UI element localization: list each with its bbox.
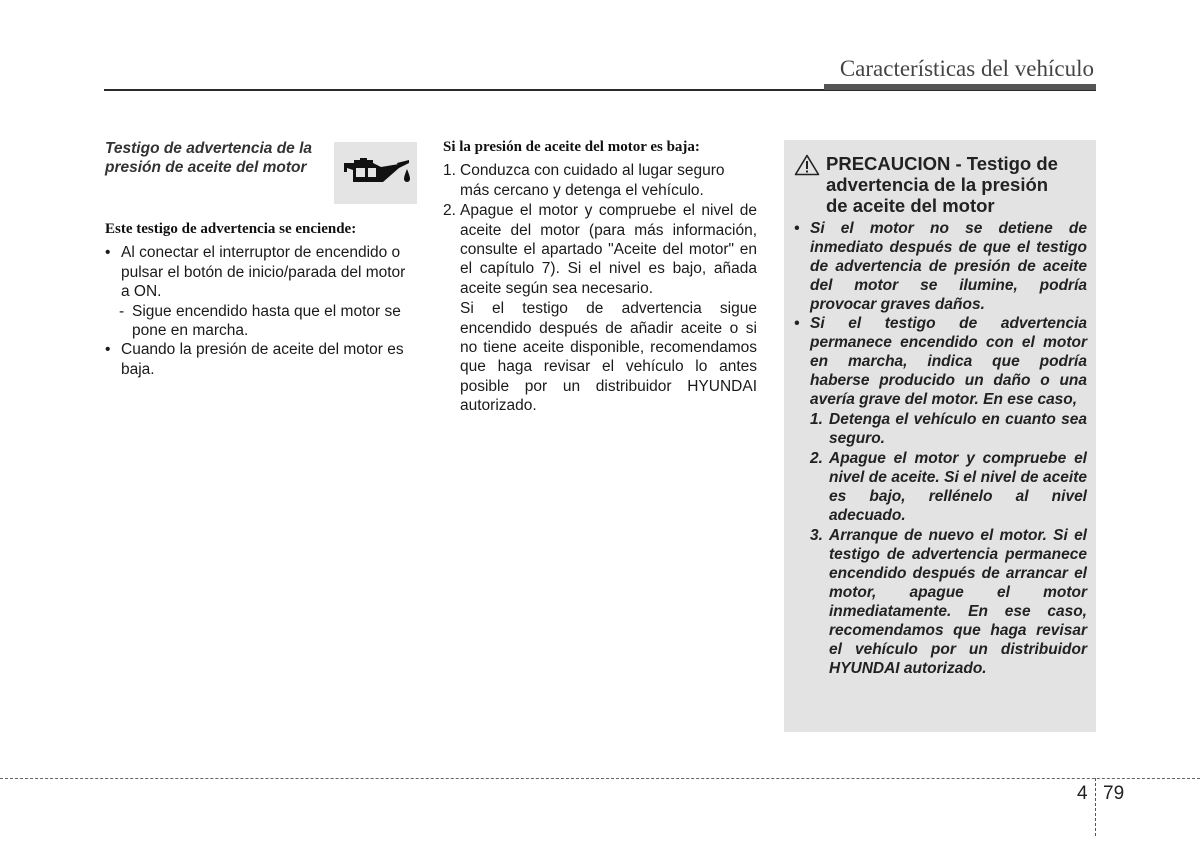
caution-step-number: 3. [810, 527, 823, 544]
caution-step-text: Detenga el vehículo en cuanto sea seguro. [829, 411, 1087, 447]
running-header-title: Características del vehículo [839, 56, 1094, 81]
caution-title [794, 153, 1088, 216]
step-item [443, 161, 757, 200]
low-pressure-heading: Si la presión de aceite del motor es baja: [443, 139, 700, 155]
oil-pressure-icon-box [334, 142, 417, 204]
caution-step-text: Apague el motor y compruebe el nivel de aceite. Si el nivel de aceite es bajo, rellénelo al nivel adecuado. [829, 450, 1087, 524]
step-text: Apague el motor y compruebe el nivel de aceite del motor (para más información, consulte el apartado "Aceite del motor" en el capítulo 7). Si el nivel es bajo, añada aceite según sea necesario. [460, 202, 757, 297]
caution-bullet [794, 219, 1087, 314]
caution-step-number: 2. [810, 450, 823, 467]
page-number: 79 [1103, 783, 1125, 804]
step-number: 1. [443, 162, 456, 180]
caution-bullet [794, 314, 1087, 409]
bullet-mark: • [794, 220, 800, 237]
warning-conditions-heading: Este testigo de advertencia se enciende: [105, 221, 357, 237]
caution-step [794, 526, 1087, 678]
middle-column [443, 138, 757, 416]
caution-title-line: PRECAUCION - Testigo de [826, 153, 1058, 174]
header-rule-accent [824, 84, 1096, 90]
caution-bullet-text: Si el testigo de advertencia permanece encendido con el motor en marcha, indica que podría haberse producido un daño o una avería grave del motor. En ese caso, [810, 315, 1087, 408]
list-item-text: Al conectar el interruptor de encendido o pulsar el botón de inicio/parada del motor a ON. [121, 244, 406, 301]
caution-title-line: advertencia de la presión [826, 174, 1049, 195]
page-number-divider [1095, 778, 1096, 836]
caution-step-number: 1. [810, 411, 823, 428]
step-text: Conduzca con cuidado al lugar seguro más cercano y detenga el vehículo. [460, 162, 725, 199]
chapter-number: 4 [1077, 783, 1088, 804]
caution-step-text: Arranque de nuevo el motor. Si el testigo de advertencia permanece encendido después de arrancar el motor, apague el motor inmediatamente. En ese caso, recomendamos que haga revisar el vehículo por un distribuidor HYUNDAI autorizado. [829, 527, 1087, 677]
warning-light-title: Testigo de advertencia de la presión de aceite del motor [105, 140, 313, 177]
bullet-mark: • [794, 315, 800, 332]
list-item-text: Cuando la presión de aceite del motor es baja. [121, 341, 404, 378]
bullet-mark: • [105, 341, 111, 359]
caution-body [794, 219, 1087, 678]
bullet-mark: • [105, 244, 111, 262]
list-subitem [105, 302, 418, 341]
caution-step [794, 449, 1087, 525]
oil-pressure-warning-icon [341, 154, 411, 192]
warning-triangle-icon [794, 154, 820, 176]
list-subitem-text: Sigue encendido hasta que el motor se pone en marcha. [132, 302, 401, 340]
caution-box [784, 140, 1096, 732]
caution-bullet-text: Si el motor no se detiene de inmediato después de que el testigo de advertencia de presión de aceite del motor se ilumine, podría provocar graves daños. [810, 220, 1087, 313]
list-item [105, 340, 418, 379]
caution-step [794, 410, 1087, 448]
left-column [105, 138, 418, 379]
dash-mark: - [119, 302, 125, 320]
step-number: 2. [443, 202, 456, 220]
followup-paragraph: Si el testigo de advertencia sigue encendido después de añadir aceite o si no tiene aceite disponible, recomendamos que haga revisar el vehículo lo antes posible por un distribuidor HYUNDAI autorizado. [460, 300, 757, 415]
step-item [443, 201, 757, 298]
footer-divider [0, 778, 1200, 779]
warning-light-header [105, 139, 418, 205]
list-item [105, 243, 418, 301]
caution-title-line: de aceite del motor [826, 195, 995, 216]
